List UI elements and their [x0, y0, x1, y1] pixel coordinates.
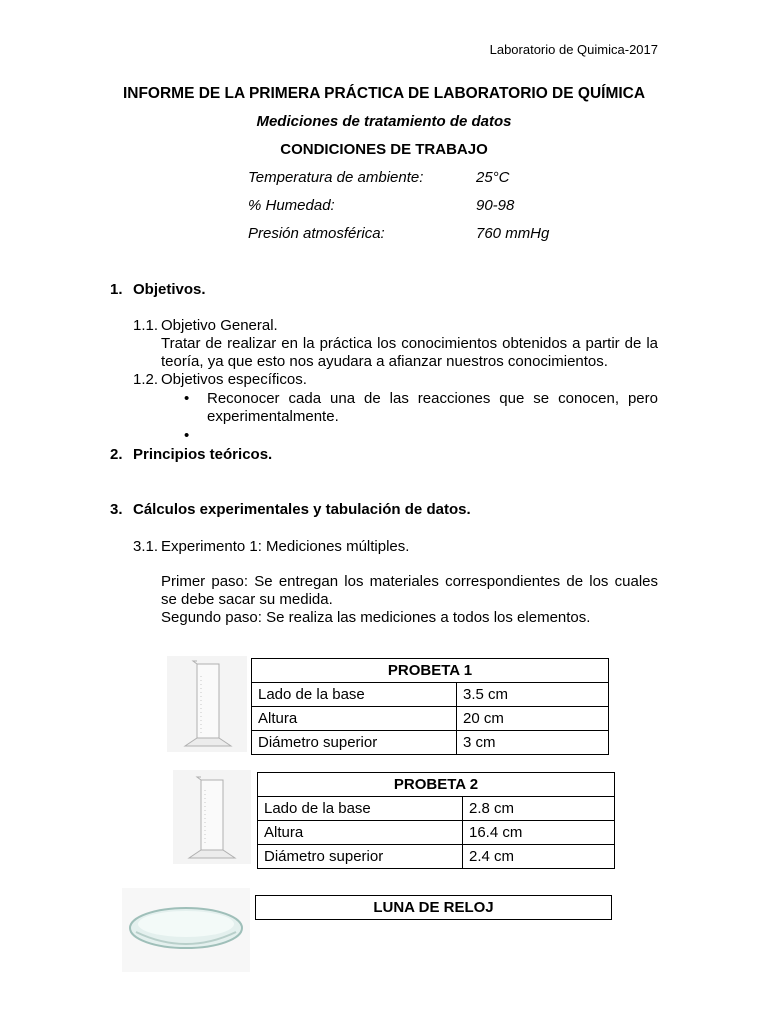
row-value: 2.8 cm	[463, 797, 615, 821]
specific-objective-item: Reconocer cada una de las reacciones que se conocen, pero experimentalmente.	[207, 390, 658, 425]
graduated-cylinder-image	[173, 770, 251, 864]
condition-value: 90-98	[476, 197, 515, 214]
table-row	[252, 707, 609, 731]
row-label: Altura	[258, 821, 463, 845]
table-row	[252, 731, 609, 755]
table-row	[258, 821, 615, 845]
page-header: Laboratorio de Quimica-2017	[489, 42, 658, 57]
row-label: Altura	[252, 707, 457, 731]
bullet-icon: •	[184, 390, 190, 407]
report-title: INFORME DE LA PRIMERA PRÁCTICA DE LABORATORIO DE QUÍMICA	[122, 85, 646, 102]
subsection-1-1-heading	[133, 317, 278, 334]
row-label: Diámetro superior	[258, 845, 463, 869]
condition-label: Presión atmosférica:	[248, 225, 385, 242]
watch-glass-image	[122, 888, 250, 972]
step-1-text: Primer paso: Se entregan los materiales correspondientes de los cuales se debe sacar su medida.	[161, 573, 658, 608]
section-title: Cálculos experimentales y tabulación de datos.	[133, 501, 471, 518]
table-title: PROBETA 2	[258, 773, 615, 797]
report-subtitle: Mediciones de tratamiento de datos	[256, 113, 512, 130]
section-title: Objetivos.	[133, 281, 206, 298]
condition-value: 25°C	[476, 169, 510, 186]
section-3-heading	[110, 501, 471, 518]
subsection-title: Objetivo General.	[161, 317, 278, 334]
section-1-heading	[110, 281, 206, 298]
conditions-title: CONDICIONES DE TRABAJO	[280, 141, 488, 158]
subsection-number: 3.1.	[133, 538, 159, 555]
table-title: PROBETA 1	[252, 659, 609, 683]
bullet-icon: •	[184, 427, 190, 444]
row-value: 3.5 cm	[457, 683, 609, 707]
table-row	[258, 797, 615, 821]
row-value: 20 cm	[457, 707, 609, 731]
table-row	[258, 845, 615, 869]
subsection-title: Objetivos específicos.	[161, 371, 307, 388]
section-number: 1.	[110, 281, 123, 298]
table-title: LUNA DE RELOJ	[256, 896, 612, 920]
subsection-number: 1.1.	[133, 317, 159, 334]
row-value: 16.4 cm	[463, 821, 615, 845]
step-2-text: Segundo paso: Se realiza las mediciones a todos los elementos.	[161, 609, 591, 626]
graduated-cylinder-icon	[167, 656, 247, 752]
row-label: Lado de la base	[258, 797, 463, 821]
probeta-1-table	[251, 658, 609, 755]
luna-de-reloj-table	[255, 895, 612, 920]
condition-value: 760 mmHg	[476, 225, 550, 242]
watch-glass-icon	[122, 888, 250, 972]
condition-label: Temperatura de ambiente:	[248, 169, 424, 186]
row-value: 3 cm	[457, 731, 609, 755]
row-value: 2.4 cm	[463, 845, 615, 869]
table-row	[252, 683, 609, 707]
subsection-title: Experimento 1: Mediciones múltiples.	[161, 538, 410, 555]
section-2-heading	[110, 446, 272, 463]
subsection-1-2-heading	[133, 371, 307, 388]
graduated-cylinder-icon	[173, 770, 251, 864]
condition-label: % Humedad:	[248, 197, 335, 214]
row-label: Diámetro superior	[252, 731, 457, 755]
section-number: 3.	[110, 501, 123, 518]
graduated-cylinder-image	[167, 656, 247, 752]
subsection-3-1-heading	[133, 538, 409, 555]
section-number: 2.	[110, 446, 123, 463]
row-label: Lado de la base	[252, 683, 457, 707]
section-title: Principios teóricos.	[133, 446, 273, 463]
general-objective-text: Tratar de realizar en la práctica los conocimientos obtenidos a partir de la teoría, ya que esto nos ayudara a afianzar nuestros conocimientos.	[161, 335, 658, 370]
probeta-2-table	[257, 772, 615, 869]
subsection-number: 1.2.	[133, 371, 159, 388]
